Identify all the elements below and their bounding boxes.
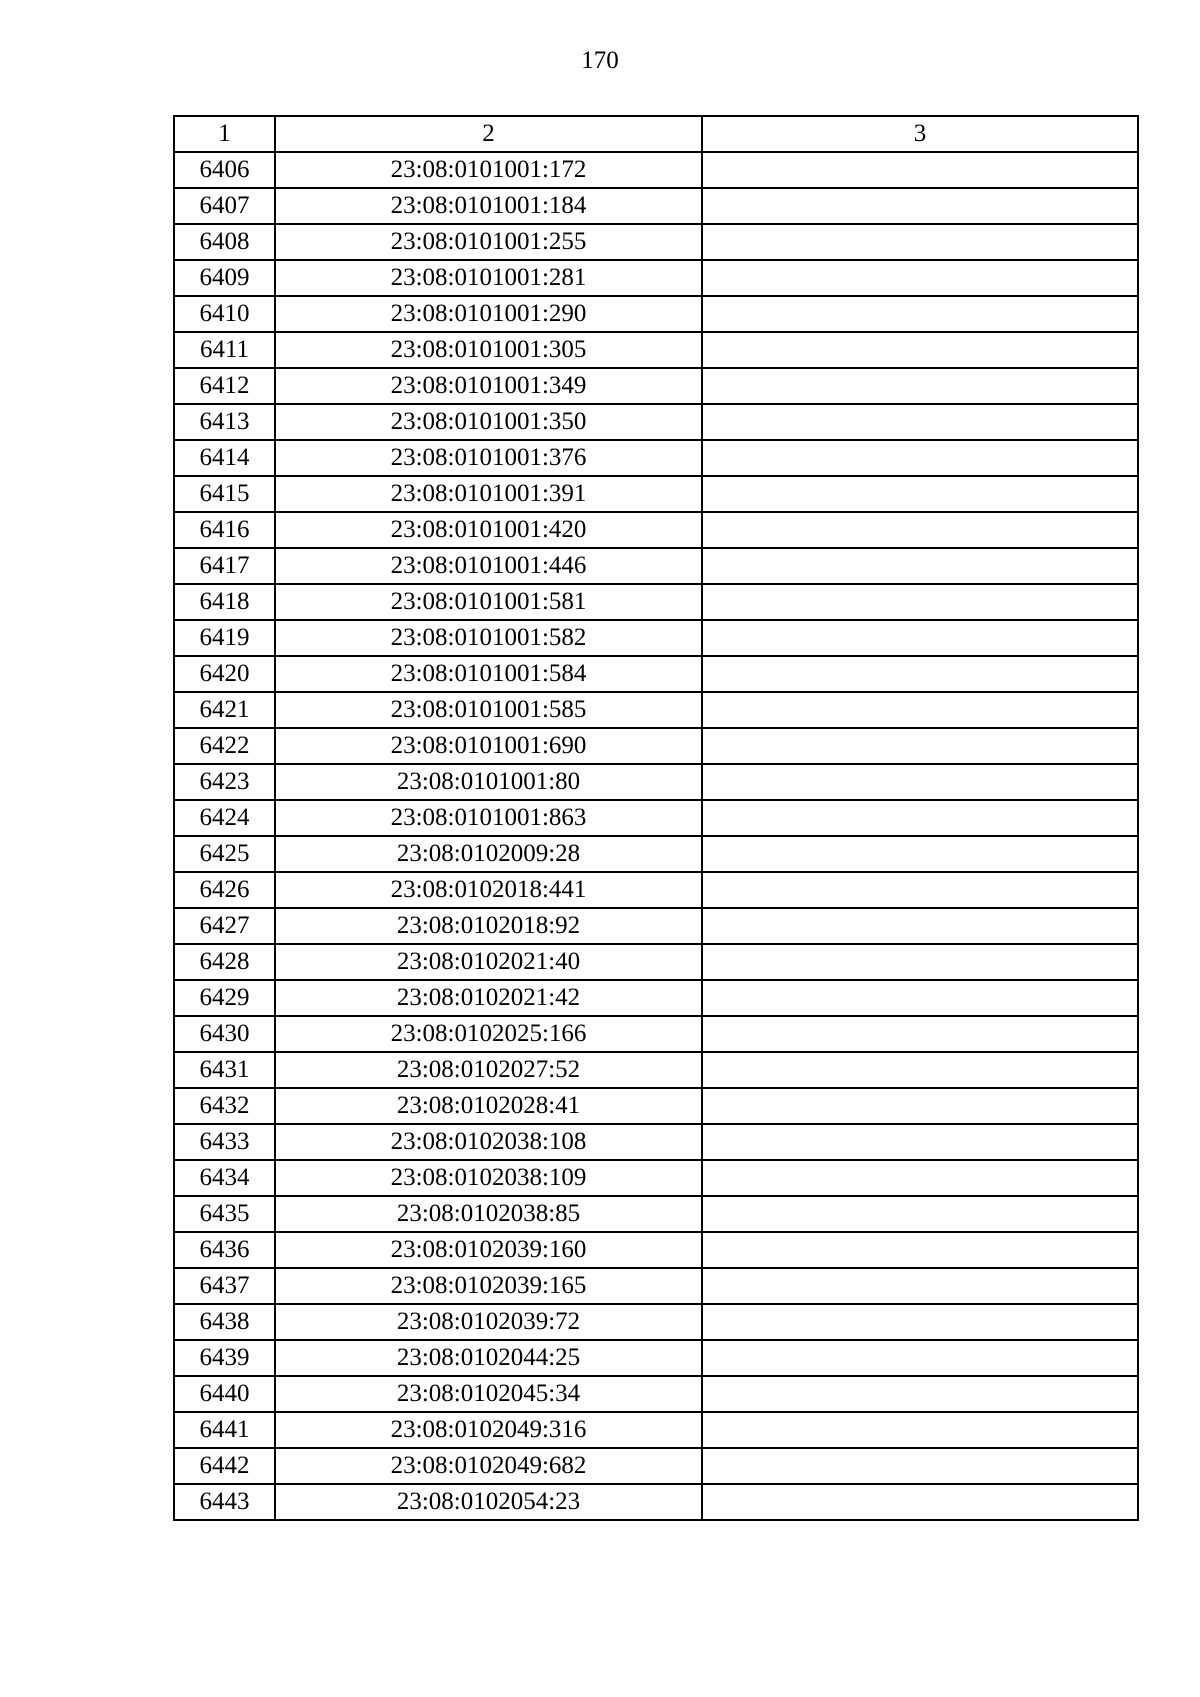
row-number-cell: 6406: [174, 152, 275, 188]
cadastral-number-cell: 23:08:0101001:172: [275, 152, 702, 188]
table-row: [174, 1052, 1138, 1088]
table-row: [174, 404, 1138, 440]
cadastral-number-cell: 23:08:0101001:581: [275, 584, 702, 620]
note-cell: [702, 1448, 1138, 1484]
cadastral-number-cell: 23:08:0102038:109: [275, 1160, 702, 1196]
cadastral-number-cell: 23:08:0101001:585: [275, 692, 702, 728]
note-cell: [702, 1196, 1138, 1232]
note-cell: [702, 1340, 1138, 1376]
table-row: [174, 548, 1138, 584]
table-row: [174, 1124, 1138, 1160]
note-cell: [702, 296, 1138, 332]
cadastral-number-cell: 23:08:0102018:441: [275, 872, 702, 908]
row-number-cell: 6407: [174, 188, 275, 224]
cadastral-number-cell: 23:08:0101001:349: [275, 368, 702, 404]
cadastral-number-cell: 23:08:0102045:34: [275, 1376, 702, 1412]
cadastral-number-cell: 23:08:0102039:72: [275, 1304, 702, 1340]
row-number-cell: 6443: [174, 1484, 275, 1520]
table-row: [174, 764, 1138, 800]
note-cell: [702, 260, 1138, 296]
note-cell: [702, 620, 1138, 656]
table-row: [174, 1088, 1138, 1124]
note-cell: [702, 1160, 1138, 1196]
row-number-cell: 6437: [174, 1268, 275, 1304]
table-row: [174, 1016, 1138, 1052]
row-number-cell: 6420: [174, 656, 275, 692]
table-row: [174, 1304, 1138, 1340]
table-row: [174, 584, 1138, 620]
table-row: [174, 728, 1138, 764]
table-row: [174, 224, 1138, 260]
cadastral-number-cell: 23:08:0102028:41: [275, 1088, 702, 1124]
cadastral-number-cell: 23:08:0101001:376: [275, 440, 702, 476]
cadastral-table: [173, 115, 1139, 1521]
table-row: [174, 476, 1138, 512]
cadastral-number-cell: 23:08:0102038:108: [275, 1124, 702, 1160]
note-cell: [702, 764, 1138, 800]
cadastral-number-cell: 23:08:0102021:42: [275, 980, 702, 1016]
cadastral-number-cell: 23:08:0102049:316: [275, 1412, 702, 1448]
note-cell: [702, 224, 1138, 260]
row-number-cell: 6431: [174, 1052, 275, 1088]
note-cell: [702, 1412, 1138, 1448]
note-cell: [702, 1052, 1138, 1088]
table-row: [174, 1340, 1138, 1376]
table-row: [174, 512, 1138, 548]
cadastral-number-cell: 23:08:0101001:863: [275, 800, 702, 836]
table-row: [174, 692, 1138, 728]
row-number-cell: 6419: [174, 620, 275, 656]
note-cell: [702, 188, 1138, 224]
row-number-cell: 6427: [174, 908, 275, 944]
table-row: [174, 980, 1138, 1016]
row-number-cell: 6430: [174, 1016, 275, 1052]
row-number-cell: 6440: [174, 1376, 275, 1412]
row-number-cell: 6441: [174, 1412, 275, 1448]
table-row: [174, 836, 1138, 872]
table-row: [174, 800, 1138, 836]
row-number-cell: 6413: [174, 404, 275, 440]
cadastral-number-cell: 23:08:0101001:290: [275, 296, 702, 332]
row-number-cell: 6442: [174, 1448, 275, 1484]
note-cell: [702, 692, 1138, 728]
table-row: [174, 152, 1138, 188]
row-number-cell: 6414: [174, 440, 275, 476]
table-row: [174, 1268, 1138, 1304]
row-number-cell: 6435: [174, 1196, 275, 1232]
row-number-cell: 6418: [174, 584, 275, 620]
row-number-cell: 6409: [174, 260, 275, 296]
cadastral-number-cell: 23:08:0101001:281: [275, 260, 702, 296]
cadastral-number-cell: 23:08:0101001:305: [275, 332, 702, 368]
note-cell: [702, 440, 1138, 476]
table-header-row: [174, 116, 1138, 152]
note-cell: [702, 548, 1138, 584]
table-body: [174, 152, 1138, 1520]
cadastral-number-cell: 23:08:0101001:80: [275, 764, 702, 800]
cadastral-number-cell: 23:08:0102018:92: [275, 908, 702, 944]
row-number-cell: 6417: [174, 548, 275, 584]
note-cell: [702, 1232, 1138, 1268]
cadastral-number-cell: 23:08:0101001:391: [275, 476, 702, 512]
table-row: [174, 368, 1138, 404]
table-row: [174, 332, 1138, 368]
cadastral-number-cell: 23:08:0101001:350: [275, 404, 702, 440]
note-cell: [702, 368, 1138, 404]
row-number-cell: 6436: [174, 1232, 275, 1268]
cadastral-number-cell: 23:08:0102049:682: [275, 1448, 702, 1484]
cadastral-number-cell: 23:08:0101001:184: [275, 188, 702, 224]
note-cell: [702, 728, 1138, 764]
note-cell: [702, 980, 1138, 1016]
row-number-cell: 6432: [174, 1088, 275, 1124]
table-row: [174, 1412, 1138, 1448]
table-row: [174, 260, 1138, 296]
row-number-cell: 6423: [174, 764, 275, 800]
row-number-cell: 6410: [174, 296, 275, 332]
cadastral-number-cell: 23:08:0101001:420: [275, 512, 702, 548]
cadastral-number-cell: 23:08:0102054:23: [275, 1484, 702, 1520]
note-cell: [702, 584, 1138, 620]
note-cell: [702, 1484, 1138, 1520]
row-number-cell: 6424: [174, 800, 275, 836]
note-cell: [702, 512, 1138, 548]
table-row: [174, 296, 1138, 332]
note-cell: [702, 1376, 1138, 1412]
cadastral-number-cell: 23:08:0102044:25: [275, 1340, 702, 1376]
note-cell: [702, 656, 1138, 692]
note-cell: [702, 1016, 1138, 1052]
cadastral-number-cell: 23:08:0102039:160: [275, 1232, 702, 1268]
cadastral-number-cell: 23:08:0101001:446: [275, 548, 702, 584]
row-number-cell: 6428: [174, 944, 275, 980]
row-number-cell: 6415: [174, 476, 275, 512]
note-cell: [702, 1268, 1138, 1304]
cadastral-number-cell: 23:08:0101001:255: [275, 224, 702, 260]
note-cell: [702, 944, 1138, 980]
column-header-2: 2: [275, 116, 702, 152]
cadastral-number-cell: 23:08:0101001:690: [275, 728, 702, 764]
note-cell: [702, 836, 1138, 872]
table-row: [174, 1484, 1138, 1520]
row-number-cell: 6426: [174, 872, 275, 908]
table-row: [174, 656, 1138, 692]
table-row: [174, 1448, 1138, 1484]
row-number-cell: 6439: [174, 1340, 275, 1376]
table-row: [174, 908, 1138, 944]
table-row: [174, 872, 1138, 908]
row-number-cell: 6429: [174, 980, 275, 1016]
table-row: [174, 1196, 1138, 1232]
cadastral-number-cell: 23:08:0102021:40: [275, 944, 702, 980]
row-number-cell: 6411: [174, 332, 275, 368]
page-number: 170: [581, 47, 619, 74]
row-number-cell: 6425: [174, 836, 275, 872]
note-cell: [702, 908, 1138, 944]
column-header-3: 3: [702, 116, 1138, 152]
cadastral-number-cell: 23:08:0101001:584: [275, 656, 702, 692]
row-number-cell: 6408: [174, 224, 275, 260]
row-number-cell: 6434: [174, 1160, 275, 1196]
row-number-cell: 6438: [174, 1304, 275, 1340]
table-row: [174, 944, 1138, 980]
table-row: [174, 1376, 1138, 1412]
cadastral-number-cell: 23:08:0102025:166: [275, 1016, 702, 1052]
table-row: [174, 188, 1138, 224]
column-header-1: 1: [174, 116, 275, 152]
cadastral-number-cell: 23:08:0101001:582: [275, 620, 702, 656]
table-row: [174, 1232, 1138, 1268]
cadastral-number-cell: 23:08:0102009:28: [275, 836, 702, 872]
row-number-cell: 6416: [174, 512, 275, 548]
row-number-cell: 6433: [174, 1124, 275, 1160]
note-cell: [702, 1088, 1138, 1124]
row-number-cell: 6421: [174, 692, 275, 728]
table-row: [174, 440, 1138, 476]
note-cell: [702, 404, 1138, 440]
cadastral-number-cell: 23:08:0102038:85: [275, 1196, 702, 1232]
note-cell: [702, 872, 1138, 908]
note-cell: [702, 332, 1138, 368]
table-row: [174, 620, 1138, 656]
note-cell: [702, 152, 1138, 188]
cadastral-number-cell: 23:08:0102027:52: [275, 1052, 702, 1088]
cadastral-number-cell: 23:08:0102039:165: [275, 1268, 702, 1304]
note-cell: [702, 1124, 1138, 1160]
note-cell: [702, 476, 1138, 512]
table-row: [174, 1160, 1138, 1196]
note-cell: [702, 1304, 1138, 1340]
row-number-cell: 6412: [174, 368, 275, 404]
row-number-cell: 6422: [174, 728, 275, 764]
note-cell: [702, 800, 1138, 836]
